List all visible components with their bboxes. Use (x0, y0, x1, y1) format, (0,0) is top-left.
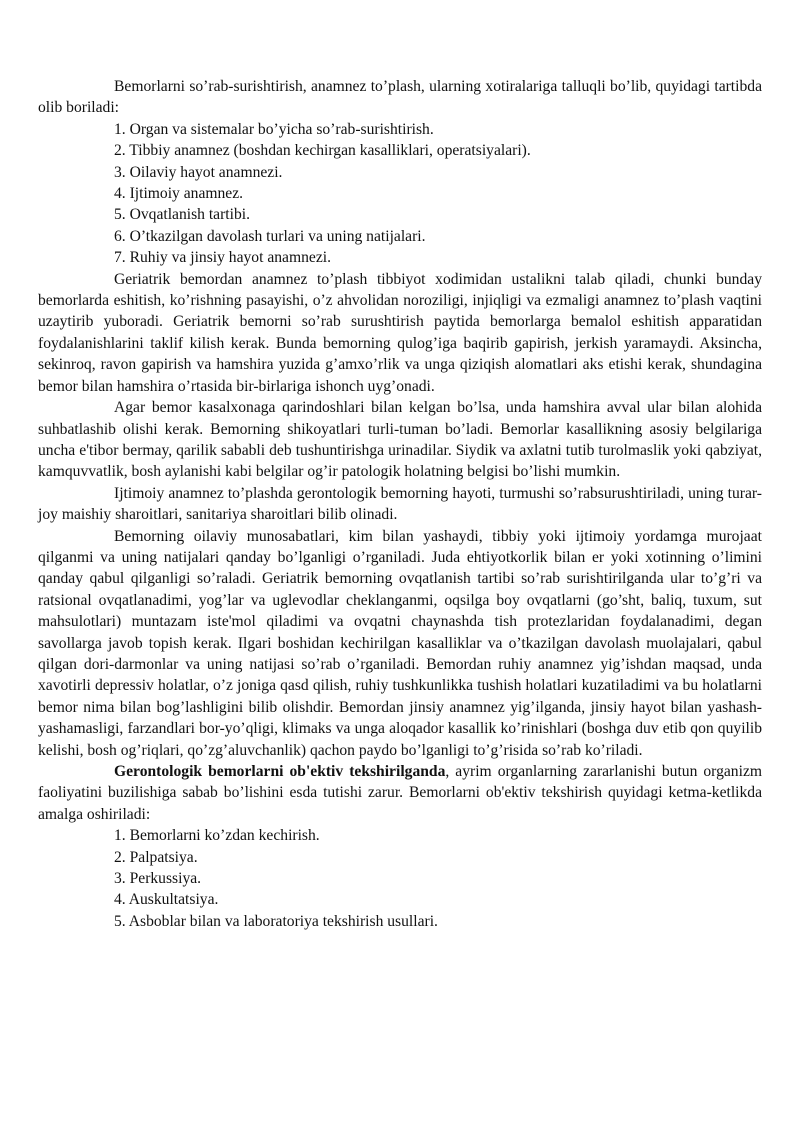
list-item: 3. Oilaviy hayot anamnezi. (114, 163, 283, 181)
list-item: 6. O’tkazilgan davolash turlari va uning natijalari. (114, 227, 426, 245)
list-item: 1. Organ va sistemalar bo’yicha so’rab-surishtirish. (114, 120, 434, 138)
list-item: 2. Palpatsiya. (114, 848, 198, 866)
list-item: 2. Tibbiy anamnez (boshdan kechirgan kasalliklari, operatsiyalari). (114, 142, 531, 160)
intro-paragraph: Bemorlarni so’rab-surishtirish, anamnez to’plash, ularning xotiralariga talluqli bo’lib, quyidagi tartibda olib boriladi: (38, 78, 762, 117)
paragraph-relatives: Agar bemor kasalxonaga qarindoshlari bilan kelgan bo’lsa, unda hamshira avval ular bilan alohida suhbatlashib olishi kerak. Bemorning shikoyatlari turli-tuman bo’ladi. Bemorlar kasallikning asosiy belgilariga uncha e'tibor bermay, qarilik sababli deb tushuntirishga urinadilar. Siydik va axlatni tutib turolmaslik yoki qabziyat, kamquvvatlik, bosh aylanishi kabi belgilar og’ir patologik holatning belgisi bo’lishi mumkin. (38, 399, 762, 481)
list-item: 4. Auskultatsiya. (114, 891, 219, 909)
document-page (38, 76, 762, 932)
paragraph-objective-exam (38, 761, 762, 825)
paragraph-geriatric-anamnesis: Geriatrik bemordan anamnez to’plash tibbiyot xodimidan ustalikni talab qiladi, chunki bunday bemorlarda eshitish, ko’rishning pasayishi, o’z ahvolidan noroziligi, injiqligi va ezmaligi anamnez to’plash vaqtini uzaytirib yuboradi. Geriatrik bemorni so’rab surushtirish paytida bemorlarga bemalol eshitish apparatidan foydalanishlarini taklif kilish kerak. Bunda bemorning qulog’iga baqirib gapirish, jerkish yaramaydi. Aksincha, sekinroq, ravon gapirish va hamshira yuzida g’amxo’rlik va unga qiziqish alomatlari aks etishi kerak, shundagina bemor bilan hamshira o’rtasida bir-birlariga ishonch uyg’onadi. (38, 270, 762, 395)
paragraph-rest: , ayrim organlarning zararlanishi butun organizm faoliyatini buzilishiga sabab bo’lishini esda tutishi zarur. Bemorlarni ob'ektiv tekshirish quyidagi ketma-ketlikda amalga oshiriladi: (38, 763, 762, 823)
paragraph-social-anamnesis: Ijtimoiy anamnez to’plashda gerontologik bemorning hayoti, turmushi so’rabsurushtiriladi, uning turar-joy maishiy sharoitlari, sanitariya sharoitlari bilib olinadi. (38, 484, 762, 524)
list-item: 5. Ovqatlanish tartibi. (114, 206, 250, 224)
list-item: 1. Bemorlarni ko’zdan kechirish. (114, 827, 320, 845)
list-item: 3. Perkussiya. (114, 870, 202, 888)
list-item: 7. Ruhiy va jinsiy hayot anamnezi. (114, 249, 331, 267)
bold-lead: Gerontologik bemorlarni ob'ektiv tekshirilganda (114, 763, 446, 780)
paragraph-family-relations: Bemorning oilaviy munosabatlari, kim bilan yashaydi, tibbiy yoki ijtimoiy yordamga murojaat qilganmi va uning natijalari qanday bo’lganligi o’rganiladi. Juda ehtiyotkorlik bilan er yoki xotinning o’limini qanday qabul qilganligi so’raladi. Geriatrik bemorning ovqatlanish tartibi so’rab surishtirilganda ular to’g’ri va ratsional ovqatlanadimi, yog’lar va uglevodlar cheklanganmi, oqsilga boy ovqatlarni (go’sht, baliq, tuxum, sut mahsulotlari) muntazam iste'mol qiladimi va ovqatni chaynashda tish protezlaridan foydalanadimi, degan savollarga javob topish kerak. Ilgari boshidan kechirilgan kasalliklar va o’tkazilgan davolash muolajalari, qabul qilgan dori-darmonlar va uning natijasi so’rab o’rganiladi. Bemordan ruhiy anamnez yig’ishdan maqsad, unda xavotirli depressiv holatlar, o’z joniga qasd qilish, ruhiy tushkunlikka tushish holatlari kuzatiladimi va bu holatlarni bemor nima bilan bog’lashligini bilib olishdir. Bemordan jinsiy anamnez yig’ilganda, jinsiy hayot bilan yashash-yashamasligi, farzandlari bor-yo’qligi, klimaks va unga aloqador kasallik ko’rinishlari (boshga duv etib qon quyilib kelishi, bosh og’riqlari, qo’zg’aluvchanlik) qachon paydo bo’lganligi to’g’risida so’rab ko’riladi. (38, 527, 762, 759)
list-item: 4. Ijtimoiy anamnez. (114, 185, 244, 203)
list-item: 5. Asboblar bilan va laboratoriya tekshirish usullari. (114, 912, 438, 930)
anamnesis-list (38, 119, 762, 269)
examination-list (38, 825, 762, 932)
